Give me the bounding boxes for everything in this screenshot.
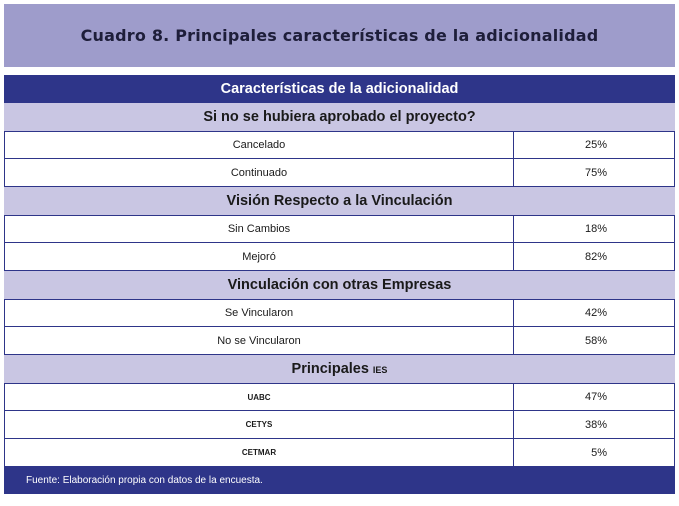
section-heading — [4, 271, 675, 299]
row-value: 47% — [513, 383, 675, 411]
section-heading-text: Si no se hubiera aprobado el proyecto? — [203, 109, 476, 125]
section-heading-text: Visión Respecto a la Vinculación — [226, 193, 453, 209]
row-label: Mejoró — [4, 243, 513, 271]
section-heading — [4, 103, 675, 131]
row-label: No se Vincularon — [4, 327, 513, 355]
table-title: Cuadro 8. Principales características de la adicionalidad — [80, 26, 599, 45]
row-value: 18% — [513, 215, 675, 243]
section-heading-text: Principales — [291, 361, 369, 377]
section-heading — [4, 355, 675, 383]
row-value: 25% — [513, 131, 675, 159]
source-footer: Fuente: Elaboración propia con datos de la encuesta. — [4, 467, 675, 494]
row-value: 75% — [513, 159, 675, 187]
table-row — [4, 383, 675, 411]
section-heading — [4, 187, 675, 215]
row-value: 82% — [513, 243, 675, 271]
table-row — [4, 215, 675, 243]
table-row — [4, 243, 675, 271]
table-row — [4, 411, 675, 439]
data-table — [4, 75, 675, 494]
row-value: 38% — [513, 411, 675, 439]
row-label: CETYS — [4, 411, 513, 439]
row-value: 58% — [513, 327, 675, 355]
row-label: UABC — [4, 383, 513, 411]
row-value: 5% — [513, 439, 675, 467]
table-row — [4, 131, 675, 159]
row-label: Sin Cambios — [4, 215, 513, 243]
row-value: 42% — [513, 299, 675, 327]
row-label: Se Vincularon — [4, 299, 513, 327]
table-row — [4, 439, 675, 467]
section-heading-text: Vinculación con otras Empresas — [227, 277, 452, 293]
row-label: Cancelado — [4, 131, 513, 159]
table-row — [4, 327, 675, 355]
table-row — [4, 159, 675, 187]
section-heading-suffix: IES — [372, 365, 388, 375]
row-label: CETMAR — [4, 439, 513, 467]
table-header: Características de la adicionalidad — [4, 75, 675, 103]
table-row — [4, 299, 675, 327]
row-label: Continuado — [4, 159, 513, 187]
table-title-banner — [4, 4, 675, 67]
